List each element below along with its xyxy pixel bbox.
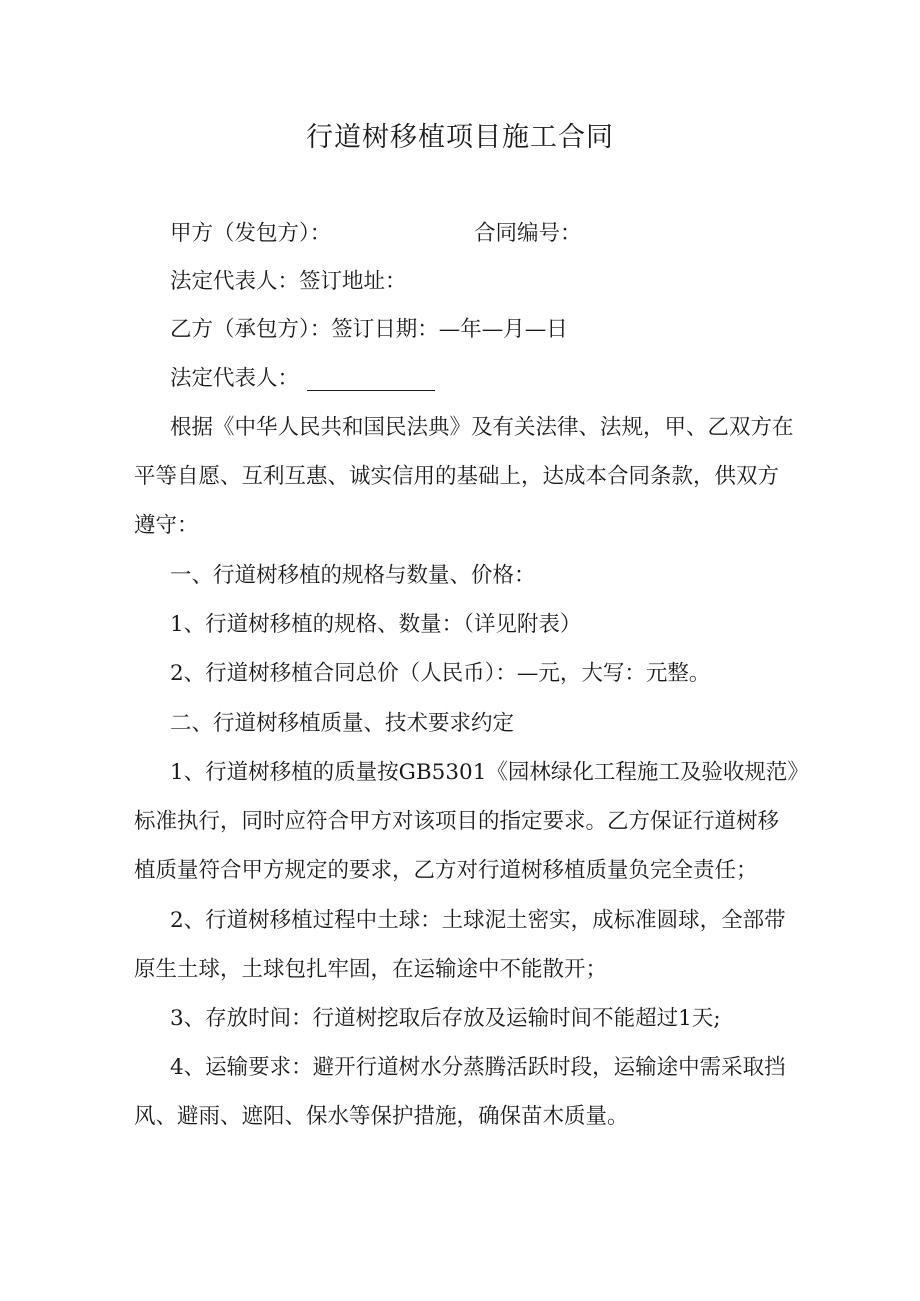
section1-item1: 1、行道树移植的规格、数量：（详见附表） xyxy=(170,612,582,637)
party-a-label: 甲方（发包方）： xyxy=(170,221,332,246)
section2-item4-line2: 风、避雨、遮阳、保水等保护措施，确保苗木质量。 xyxy=(134,1104,629,1129)
section2-item2-line2: 原生土球，土球包扎牢固，在运输途中不能散开； xyxy=(134,957,608,982)
signature-blank xyxy=(307,368,435,391)
legal-rep-b-label: 法定代表人： xyxy=(170,366,300,391)
contract-no-line xyxy=(474,219,582,249)
party-b-line: 乙方（承包方）：签订日期：—年—月—日 xyxy=(170,317,568,342)
section2-heading: 二、行道树移植质量、技术要求约定 xyxy=(170,711,515,736)
section2-item1-line1: 1、行道树移植的质量按GB5301《园林绿化工程施工及验收规范》 xyxy=(170,760,809,785)
document-title: 行道树移植项目施工合同 xyxy=(306,122,614,153)
party-a-line xyxy=(170,219,331,249)
section2-item4-line1: 4、运输要求：避开行道树水分蒸腾活跃时段，运输途中需采取挡 xyxy=(170,1055,786,1080)
section2-item2-line1: 2、行道树移植过程中土球：土球泥土密实，成标准圆球，全部带 xyxy=(170,908,786,933)
contract-no-label: 合同编号： xyxy=(474,221,582,246)
preamble-line-2: 平等自愿、互利互惠、诚实信用的基础上，达成本合同条款，供双方 xyxy=(134,464,780,489)
legal-rep-b-line xyxy=(170,364,435,394)
preamble-line-1: 根据《中华人民共和国民法典》及有关法律、法规，甲、乙双方在 xyxy=(170,415,794,440)
section1-heading: 一、行道树移植的规格与数量、价格： xyxy=(170,563,536,588)
section2-item3: 3、存放时间：行道树挖取后存放及运输时间不能超过1天; xyxy=(170,1006,721,1031)
legal-rep-a-line: 法定代表人：签订地址： xyxy=(170,269,407,294)
section2-item1-line3: 植质量符合甲方规定的要求，乙方对行道树移植质量负完全责任； xyxy=(134,858,758,883)
section1-item2: 2、行道树移植合同总价（人民币）：—元，大写：元整。 xyxy=(170,661,711,686)
preamble-line-3: 遵守： xyxy=(134,513,199,538)
section2-item1-line2: 标准执行，同时应符合甲方对该项目的指定要求。乙方保证行道树移 xyxy=(134,809,780,834)
